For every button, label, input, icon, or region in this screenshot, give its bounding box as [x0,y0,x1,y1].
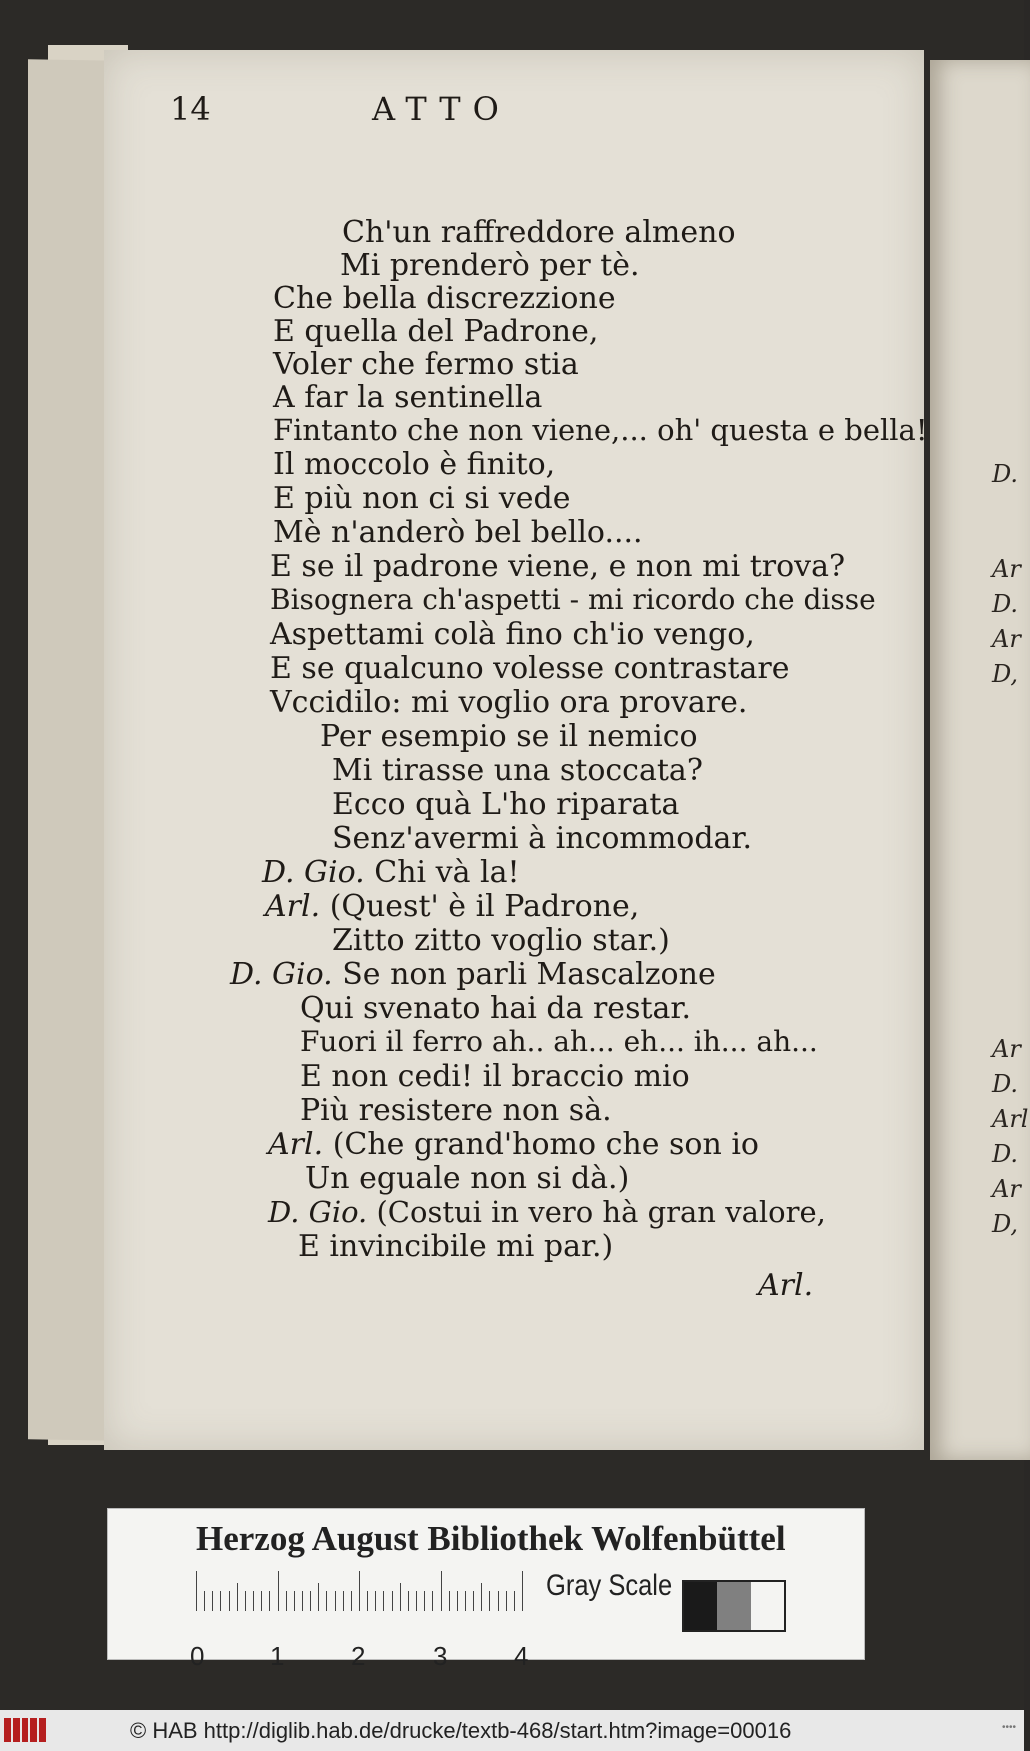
text-line: E se qualcuno volesse contrastare [270,651,790,686]
ruler-number: 0 [190,1641,205,1671]
text-line: Per esempio se il nemico [320,719,698,754]
text-line: Bisognera ch'aspetti - mi ricordo che disse [270,583,876,616]
ruler-tick [335,1591,336,1611]
ruler-tick [237,1583,238,1611]
text-line: Mi tirasse una stoccata? [332,753,703,788]
text-line: E non cedi! il braccio mio [300,1059,690,1094]
text-line: Un eguale non si dà.) [305,1161,630,1196]
gray-swatches [682,1580,786,1632]
running-head: ATTO [372,90,511,128]
ruler-number: 3 [433,1641,448,1671]
ruler-tick [432,1591,433,1611]
facing-fragment: D, [992,1210,1019,1238]
ruler-tick [269,1591,270,1611]
text-line: Qui svenato hai da restar. [300,991,691,1026]
speaker-label: D. Gio. [230,957,333,992]
ruler-tick [302,1591,303,1611]
ruler-tick [261,1591,262,1611]
hab-logo-icon [4,1718,46,1742]
speaker-label: Arl. [265,889,321,924]
facing-fragment: Ar [992,555,1021,583]
ruler-tick [212,1591,213,1611]
facing-fragment: Ar [992,625,1021,653]
ruler-tick [408,1591,409,1611]
swatch-black [684,1582,717,1630]
speaker-label: D. Gio. [268,1195,368,1229]
ruler-tick [383,1591,384,1611]
ruler-tick [359,1571,360,1611]
speaker-label: D. Gio. [262,855,365,890]
ruler-tick [278,1571,279,1611]
speech-text: (Che grand'homo che son io [332,1127,759,1162]
ruler-tick [294,1591,295,1611]
ruler-tick [326,1591,327,1611]
dialogue-line [265,889,639,924]
swatch-gray [717,1582,750,1630]
dialogue-line [268,1127,759,1162]
ruler-tick [367,1591,368,1611]
ruler-tick [473,1591,474,1611]
ruler-tick [489,1591,490,1611]
ruler-tick [310,1591,311,1611]
ruler-tick [220,1591,221,1611]
ruler-tick [318,1583,319,1611]
text-line: Aspettami colà fino ch'io vengo, [270,617,755,652]
speech-text: Chi và la! [374,855,520,890]
facing-fragment: D, [992,660,1019,688]
facing-fragment: D. [992,1070,1019,1098]
catchword: Arl. [758,1268,814,1303]
facing-page [930,60,1030,1460]
footer-dots: •••• [1001,1722,1016,1733]
ruler-tick [392,1591,393,1611]
facing-fragment: Ar [992,1035,1021,1063]
text-line: Senz'avermi à incommodar. [332,821,753,856]
text-line: Fintanto che non viene,... oh' questa e bella! [273,413,928,447]
dialogue-line [268,1195,826,1229]
page-number: 14 [170,90,211,128]
ruler-number: 4 [514,1641,529,1671]
facing-fragment: Ar [992,1175,1021,1203]
text-line: Ch'un raffreddore almeno [342,215,736,250]
speech-text: (Quest' è il Padrone, [329,889,640,924]
facing-fragment: Arl [992,1105,1029,1133]
speaker-label: Arl. [268,1127,324,1162]
dialogue-line [262,855,520,890]
ruler-tick [506,1591,507,1611]
facing-fragment: D. [992,460,1019,488]
dialogue-line [230,957,716,992]
gray-scale-label: Gray Scale [546,1569,673,1602]
text-line: Ecco quà L'ho riparata [332,787,680,822]
text-line: Zitto zitto voglio star.) [332,923,670,958]
text-line: Vccidilo: mi voglio ora provare. [270,685,748,720]
swatch-white [751,1582,784,1630]
text-line: Mi prenderò per tè. [340,248,640,283]
speech-text: Se non parli Mascalzone [342,957,716,992]
text-line: Più resistere non sà. [300,1093,612,1128]
ruler-tick [441,1571,442,1611]
ruler [190,1571,529,1671]
text-line: E più non ci si vede [273,481,571,516]
ruler-tick [514,1591,515,1611]
speech-text: (Costui in vero hà gran valore, [376,1195,826,1229]
text-line: Il moccolo è finito, [273,447,556,482]
text-line: A far la sentinella [273,380,543,415]
text-line: Voler che fermo stia [273,347,579,382]
ruler-tick [400,1583,401,1611]
facing-fragment: D. [992,590,1019,618]
ruler-number: 2 [351,1641,366,1671]
ruler-tick [416,1591,417,1611]
ruler-tick [465,1591,466,1611]
ruler-tick [253,1591,254,1611]
text-line: E se il padrone viene, e non mi trova? [270,549,846,584]
ruler-tick [375,1591,376,1611]
copyright-url[interactable]: © HAB http://diglib.hab.de/drucke/textb-468/start.htm?image=00016 [130,1718,792,1743]
ruler-number: 1 [270,1641,285,1671]
text-line: E quella del Padrone, [273,314,599,349]
text-line: Mè n'anderò bel bello.... [273,515,643,550]
ruler-tick [449,1591,450,1611]
ruler-tick [481,1583,482,1611]
ruler-tick [204,1591,205,1611]
color-reference-bar [107,1508,865,1671]
ruler-tick [424,1591,425,1611]
text-line: Fuori il ferro ah.. ah... eh... ih... ah... [300,1025,818,1058]
library-name: Herzog August Bibliothek Wolfenbüttel [196,1519,786,1558]
footer-bar [0,1710,1024,1751]
facing-fragment: D. [992,1140,1019,1168]
ruler-tick [522,1571,523,1611]
ruler-tick [498,1591,499,1611]
text-line: Che bella discrezzione [273,281,616,316]
ruler-tick [457,1591,458,1611]
ruler-tick [196,1571,197,1611]
ruler-tick [351,1591,352,1611]
ruler-tick [245,1591,246,1611]
ruler-tick [343,1591,344,1611]
ruler-tick [229,1591,230,1611]
text-line: E invincibile mi par.) [298,1229,614,1264]
ruler-tick [286,1591,287,1611]
